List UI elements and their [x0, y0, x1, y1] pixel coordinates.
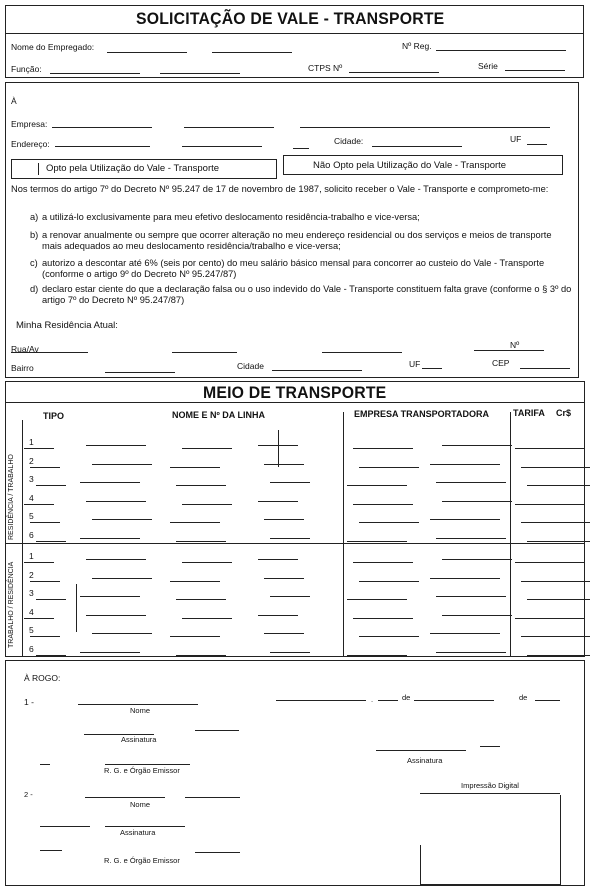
res-trab-row-field[interactable]: [436, 482, 506, 483]
trab-res-row-field[interactable]: [359, 581, 419, 582]
trab-res-row-field[interactable]: [521, 581, 590, 582]
group1-label: RESIDÊNCIA / TRABALHO: [8, 454, 15, 540]
fingerprint-left-line: [420, 845, 421, 885]
serie-label: Série: [478, 61, 498, 71]
trab-res-row-field[interactable]: [270, 596, 310, 597]
res-trab-row-number: 6: [29, 529, 34, 540]
district-field[interactable]: [105, 372, 175, 373]
form-title: SOLICITAÇÃO DE VALE - TRANSPORTE: [136, 9, 445, 28]
clause-c-mark: c): [30, 258, 38, 268]
line-column-tick: [76, 584, 77, 632]
trab-res-row-field[interactable]: [515, 562, 585, 563]
res-trab-row-field[interactable]: [359, 522, 419, 523]
col-currency: Cr$: [556, 408, 572, 418]
res-trab-row-field[interactable]: [30, 522, 60, 523]
a-rogo-label: À ROGO:: [24, 673, 61, 683]
res-uf-field[interactable]: [422, 368, 442, 369]
witness2-rg-label: R. G. e Órgão Emissor: [104, 856, 180, 865]
ctps-field[interactable]: [349, 72, 439, 73]
transport-title-divider: [5, 402, 585, 403]
res-trab-row-field[interactable]: [347, 485, 407, 486]
res-trab-row-field[interactable]: [182, 448, 232, 449]
title-divider: [5, 33, 584, 34]
witness1-number: 1 -: [24, 697, 34, 707]
trab-res-row-field[interactable]: [36, 655, 66, 656]
trab-res-row-field[interactable]: [258, 615, 298, 616]
witness2-name-label: Nome: [130, 800, 151, 809]
company-label: Empresa:: [11, 119, 48, 129]
res-trab-row-field[interactable]: [515, 448, 585, 449]
employee-signature-label: Assinatura: [407, 756, 443, 765]
res-trab-row-field[interactable]: [347, 541, 407, 542]
trab-res-row-field[interactable]: [170, 581, 220, 582]
clause-d-text: declaro estar ciente do que a declaração falsa ou o uso indevido do Vale - Transporte constituem falta grave (conforme o § 3º do artigo 7º do Decreto Nº 95.247/87): [42, 284, 572, 305]
res-trab-row-field[interactable]: [258, 501, 298, 502]
transport-title: MEIO DE TRANSPORTE: [203, 383, 387, 402]
fingerprint-label: Impressão Digital: [461, 781, 519, 790]
witness2-number: 2 -: [24, 790, 33, 799]
clause-d-mark: d): [30, 284, 39, 294]
trab-res-row-field[interactable]: [176, 655, 226, 656]
address-field-2[interactable]: [182, 146, 262, 147]
res-trab-row-field[interactable]: [36, 485, 66, 486]
declaration-intro: Nos termos do artigo 7º do Decreto Nº 95.247 de 17 de novembro de 1987, solicito receber o Vale - Transporte e comprometo-me:: [11, 184, 549, 194]
date-year-field[interactable]: [535, 700, 560, 701]
cep-label: CEP: [492, 358, 510, 368]
date-de-1: de: [402, 693, 411, 702]
group2-label: TRABALHO / RESIDÊNCIA: [8, 561, 15, 648]
res-trab-row-field[interactable]: [30, 467, 60, 468]
opt-in-checkbox[interactable]: [38, 163, 39, 175]
col-empresa: EMPRESA TRANSPORTADORA: [354, 409, 490, 419]
res-trab-row-field[interactable]: [80, 482, 140, 483]
trab-res-row-field[interactable]: [30, 581, 60, 582]
trab-res-row-field[interactable]: [270, 652, 310, 653]
opt-in-label: Opto pela Utilização do Vale - Transporte: [46, 163, 220, 174]
row-label-divider: [22, 420, 23, 657]
trab-res-row-field[interactable]: [36, 599, 66, 600]
witness1-signature-field-2[interactable]: [195, 730, 239, 731]
line-column-tick: [278, 430, 279, 467]
res-trab-row-field[interactable]: [86, 445, 146, 446]
clause-a-text: a utilizá-lo exclusivamente para meu efetivo deslocamento residência-trabalho e vice-versa;: [42, 212, 420, 222]
company-uf-field[interactable]: [527, 144, 547, 145]
trab-res-row-field[interactable]: [527, 599, 590, 600]
trab-res-row-field[interactable]: [430, 633, 500, 634]
res-trab-row-number: 2: [29, 455, 34, 466]
witness2-signature-label: Assinatura: [120, 828, 156, 837]
col-tarifa: TARIFA: [513, 408, 545, 418]
employee-signature-field-2[interactable]: [480, 746, 500, 747]
trab-res-row-field[interactable]: [515, 618, 585, 619]
street-field-2[interactable]: [172, 352, 237, 353]
res-trab-row-field[interactable]: [527, 485, 590, 486]
res-trab-row-field[interactable]: [86, 501, 146, 502]
date-month-field[interactable]: [414, 700, 494, 701]
res-trab-row-field[interactable]: [270, 482, 310, 483]
trab-res-row-field[interactable]: [92, 578, 152, 579]
res-city-label: Cidade: [237, 361, 264, 371]
res-trab-row-field[interactable]: [521, 467, 590, 468]
employee-name-label: Nome do Empregado:: [11, 42, 95, 52]
res-trab-row-field[interactable]: [359, 467, 419, 468]
trab-res-row-field[interactable]: [442, 559, 512, 560]
res-trab-row-field[interactable]: [430, 464, 500, 465]
res-trab-row-field[interactable]: [515, 504, 585, 505]
cep-field[interactable]: [520, 368, 570, 369]
witness1-name-field[interactable]: [78, 704, 198, 705]
res-trab-row-field[interactable]: [264, 519, 304, 520]
witness2-signature-field[interactable]: [40, 826, 90, 827]
trab-res-row-field[interactable]: [30, 636, 60, 637]
date-day-field[interactable]: [378, 700, 398, 701]
street-field-3[interactable]: [322, 352, 402, 353]
res-trab-row-number: 4: [29, 492, 34, 503]
trab-res-row-number: 4: [29, 606, 34, 617]
res-trab-row-field[interactable]: [270, 538, 310, 539]
number-field[interactable]: [474, 350, 544, 351]
serie-field[interactable]: [505, 70, 565, 71]
witness1-rg-label: R. G. e Órgão Emissor: [104, 766, 180, 775]
res-trab-row-field[interactable]: [24, 504, 54, 505]
trab-res-row-field[interactable]: [527, 655, 590, 656]
trab-res-row-field[interactable]: [80, 652, 140, 653]
trab-res-row-field[interactable]: [24, 618, 54, 619]
address-label: Endereço:: [11, 139, 50, 149]
res-trab-row-field[interactable]: [80, 538, 140, 539]
district-label: Bairro: [11, 363, 34, 373]
trab-res-row-field[interactable]: [170, 636, 220, 637]
trab-res-row-field[interactable]: [353, 618, 413, 619]
witness1-rg-field[interactable]: [40, 764, 50, 765]
group-divider: [5, 543, 585, 544]
employee-signature-field[interactable]: [376, 750, 466, 751]
function-field-2[interactable]: [160, 73, 240, 74]
trab-res-row-number: 1: [29, 551, 34, 561]
res-trab-row-field[interactable]: [170, 522, 220, 523]
res-trab-row-field[interactable]: [176, 541, 226, 542]
trab-res-row-field[interactable]: [436, 652, 506, 653]
res-trab-row-field[interactable]: [24, 448, 54, 449]
trab-res-row-number: 6: [29, 643, 34, 654]
date-place-field[interactable]: [276, 700, 366, 701]
res-trab-row-field[interactable]: [353, 448, 413, 449]
col-linha: NOME E Nº DA LINHA: [172, 410, 265, 420]
trab-res-row-field[interactable]: [80, 596, 140, 597]
trab-res-row-field[interactable]: [521, 636, 590, 637]
witness2-name-field-2[interactable]: [185, 797, 240, 798]
trab-res-row-field[interactable]: [264, 578, 304, 579]
ctps-label: CTPS Nº: [308, 63, 343, 73]
res-trab-row-field[interactable]: [92, 464, 152, 465]
res-trab-row-number: 1: [29, 437, 34, 447]
fingerprint-right-line: [560, 795, 561, 885]
number-label: Nº: [510, 340, 520, 350]
res-trab-row-field[interactable]: [521, 522, 590, 523]
res-city-field[interactable]: [272, 370, 362, 371]
trab-res-row-number: 3: [29, 588, 34, 598]
opt-out-label: Não Opto pela Utilização do Vale - Transporte: [313, 160, 507, 171]
company-city-label: Cidade:: [334, 136, 364, 146]
res-trab-row-field[interactable]: [92, 519, 152, 520]
trab-res-row-field[interactable]: [86, 615, 146, 616]
date-de-2: de: [519, 693, 528, 702]
witness1-signature-label: Assinatura: [121, 735, 157, 744]
trab-res-row-field[interactable]: [442, 615, 512, 616]
res-uf-label: UF: [409, 359, 421, 369]
res-trab-row-field[interactable]: [264, 464, 304, 465]
col-divider-company: [343, 412, 344, 657]
trab-res-row-field[interactable]: [359, 636, 419, 637]
employee-name-field[interactable]: [107, 52, 187, 53]
trab-res-row-field[interactable]: [86, 559, 146, 560]
street-field[interactable]: [11, 352, 88, 353]
address-field[interactable]: [55, 146, 150, 147]
trab-res-row-field[interactable]: [24, 562, 54, 563]
clause-b-mark: b): [30, 230, 39, 240]
trab-res-row-field[interactable]: [347, 599, 407, 600]
res-trab-row-field[interactable]: [527, 541, 590, 542]
trab-res-row-field[interactable]: [436, 596, 506, 597]
witness1-rg-field-2[interactable]: [105, 764, 190, 765]
function-field[interactable]: [50, 73, 140, 74]
witness2-name-field[interactable]: [85, 797, 165, 798]
registration-field[interactable]: [436, 50, 566, 51]
witness2-rg-field[interactable]: [40, 850, 62, 851]
res-trab-row-field[interactable]: [182, 504, 232, 505]
trab-res-row-field[interactable]: [182, 562, 232, 563]
res-trab-row-field[interactable]: [442, 501, 512, 502]
fingerprint-bottom-line: [420, 884, 560, 885]
clause-b-text: a renovar anualmente ou sempre que ocorrer alteração no meu endereço residencial ou dos serviços e meios de transporte mais adequados ao meu deslocamento residência/trabalho e vice-versa;: [42, 230, 552, 251]
witness2-rg-field-2[interactable]: [195, 852, 240, 853]
signature-box: [5, 660, 585, 886]
trab-res-row-field[interactable]: [264, 633, 304, 634]
to-label: À: [11, 96, 17, 106]
col-tipo: TIPO: [43, 411, 65, 421]
res-trab-row-field[interactable]: [436, 538, 506, 539]
trab-res-row-number: 2: [29, 569, 34, 580]
function-label: Função:: [11, 64, 42, 74]
employee-name-field-2[interactable]: [212, 52, 292, 53]
res-trab-row-number: 3: [29, 474, 34, 484]
trab-res-row-field[interactable]: [258, 559, 298, 560]
trab-res-row-number: 5: [29, 625, 34, 635]
company-uf-label: UF: [510, 134, 522, 144]
res-trab-row-number: 5: [29, 511, 34, 521]
trab-res-row-field[interactable]: [430, 578, 500, 579]
trab-res-row-field[interactable]: [182, 618, 232, 619]
res-trab-row-field[interactable]: [353, 504, 413, 505]
res-trab-row-field[interactable]: [170, 467, 220, 468]
col-divider-tariff: [510, 412, 511, 657]
trab-res-row-field[interactable]: [92, 633, 152, 634]
clause-a-mark: a): [30, 212, 39, 222]
opt-out-checkbox[interactable]: [293, 148, 309, 149]
fingerprint-top-line: [420, 793, 560, 794]
witness2-signature-field-2[interactable]: [105, 826, 185, 827]
witness1-name-label: Nome: [130, 706, 151, 715]
company-field-2[interactable]: [184, 127, 274, 128]
res-trab-row-field[interactable]: [430, 519, 500, 520]
trab-res-row-field[interactable]: [347, 655, 407, 656]
clause-c-text: autorizo a descontar até 6% (seis por cento) do meu salário básico mensal para concorrer ao custeio do Vale - Transporte (conforme o artigo 9º do Decreto Nº 95.247/87): [42, 258, 545, 279]
street-label: Rua/Av: [11, 344, 39, 354]
res-trab-row-field[interactable]: [176, 485, 226, 486]
date-dot: .: [371, 695, 374, 704]
company-city-field[interactable]: [372, 146, 462, 147]
trab-res-row-field[interactable]: [353, 562, 413, 563]
trab-res-row-field[interactable]: [176, 599, 226, 600]
registration-label: Nº Reg.: [402, 41, 432, 51]
company-field-3[interactable]: [300, 127, 550, 128]
res-trab-row-field[interactable]: [442, 445, 512, 446]
residence-heading: Minha Residência Atual:: [16, 320, 118, 331]
res-trab-row-field[interactable]: [36, 541, 66, 542]
company-field[interactable]: [52, 127, 152, 128]
